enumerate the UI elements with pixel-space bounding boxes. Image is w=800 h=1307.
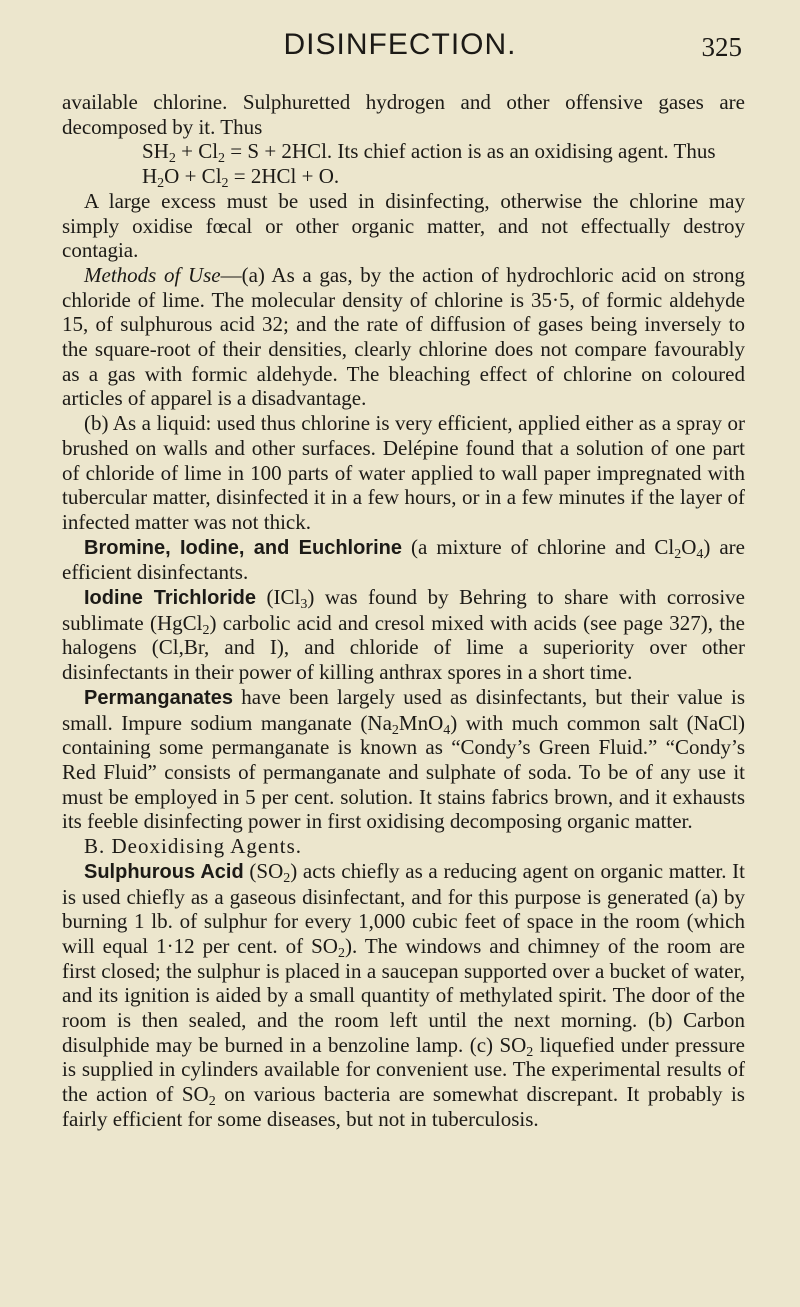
page-header: [0, 28, 800, 88]
term-sulphurous-acid: Sulphurous Acid: [84, 860, 244, 883]
methods-label: Methods of Use: [84, 262, 221, 287]
paragraph-large-excess: A large excess must be used in disinfecting, otherwise the chlorine may simply oxidise fœcal or other organic matter, and not effectually destroy contagia.: [62, 188, 745, 263]
equation-sulphuretted: $SH_2 + Cl_2 = S + 2HCl$. Its chief action is as an oxidising agent. Thus $H_2O + Cl_2 = 2HCl + O$.: [142, 139, 716, 192]
paragraph-sulphurous-acid: Sulphurous Acid $(SO_2)$ acts chiefly as a reducing agent on organic matter. It is used chiefly as a gaseous disinfectant, and for this purpose is generated (a) by burning 1 lb. of sulphur for every 1,000 cubic feet of space in the room (which will equal 1·12 per cent. of $SO_2$). The windows and chimney of the room are first closed; the sulphur is placed in a saucepan supported over a bucket of water, and its ignition is aided by a small quantity of methylated spirit. The door of the room is then sealed, and the room left until the next morning. (b) Carbon disulphide may be burned in a benzoline lamp. (c) $SO_2$ liquefied under pressure is supplied in cylinders available for convenient use. The experimental results of the action of $SO_2$ on various bacteria are somewhat discrepant. It probably is fairly efficient for some diseases, but not in tuberculosis.: [62, 858, 745, 1131]
section-heading-deoxidising: B. Deoxidising Agents.: [84, 834, 303, 859]
paragraph-chlorine-gases: available chlorine. Sulphuretted hydrogen and other offensive gases are decomposed by it. Thus: [62, 90, 745, 139]
paragraph-iodine-trichloride: Iodine Trichloride (ICl$_3$) was found by Behring to share with corrosive sublimate (HgCl$_2$) carbolic acid and cresol mixed with acids (see page 327), the halogens (Cl,Br, and I), and chloride of lime a superiority over other disinfectants in their power of killing anthrax spores in a short time.: [62, 585, 745, 685]
term-iodine-trichloride: Iodine Trichloride: [84, 587, 256, 610]
paragraph-bromine: Bromine, Iodine, and Euchlorine (a mixture of chlorine and $Cl_2O_4$) are efficient disinfectants.: [62, 534, 746, 585]
paragraph-methods-gas: Methods of Use—(a) As a gas, by the action of hydrochloric acid on strong chloride of lime. The molecular density of chlorine is 35·5, of formic aldehyde 15, of sulphurous acid 32; and the rate of diffusion of gases being inversely to the square-root of their densities, clearly chlorine does not compare favourably as a gas with formic aldehyde. The bleaching effect of chlorine on coloured articles of apparel is a disadvantage.: [62, 262, 745, 411]
term-bromine: Bromine, Iodine, and Euchlorine: [84, 536, 402, 559]
running-title: DISINFECTION.: [283, 28, 517, 61]
body-text: [62, 90, 745, 1132]
page-number: 325: [701, 32, 742, 62]
paragraph-permanganates: Permanganates have been largely used as disinfectants, but their value is small. Impure sodium manganate $(Na_2MnO_4)$ with much common salt (NaCl) containing some permanganate is known as “Condy’s Green Fluid.” “Condy’s Red Fluid” consists of permanganate and sulphate of soda. To be of any use it must be employed in 5 per cent. solution. It stains fabrics brown, and it exhausts its feeble disinfecting power in first oxidising decomposing organic matter.: [62, 684, 745, 834]
term-permanganates: Permanganates: [84, 686, 233, 709]
paragraph-liquid: (b) As a liquid: used thus chlorine is very efficient, applied either as a spray or brushed on walls and other surfaces. Delépine found that a solution of one part of chloride of lime in 100 parts of water applied to wall paper impregnated with tubercular matter, disinfected it in a few hours, or in a few minutes if the layer of infected matter was not thick.: [62, 411, 745, 534]
